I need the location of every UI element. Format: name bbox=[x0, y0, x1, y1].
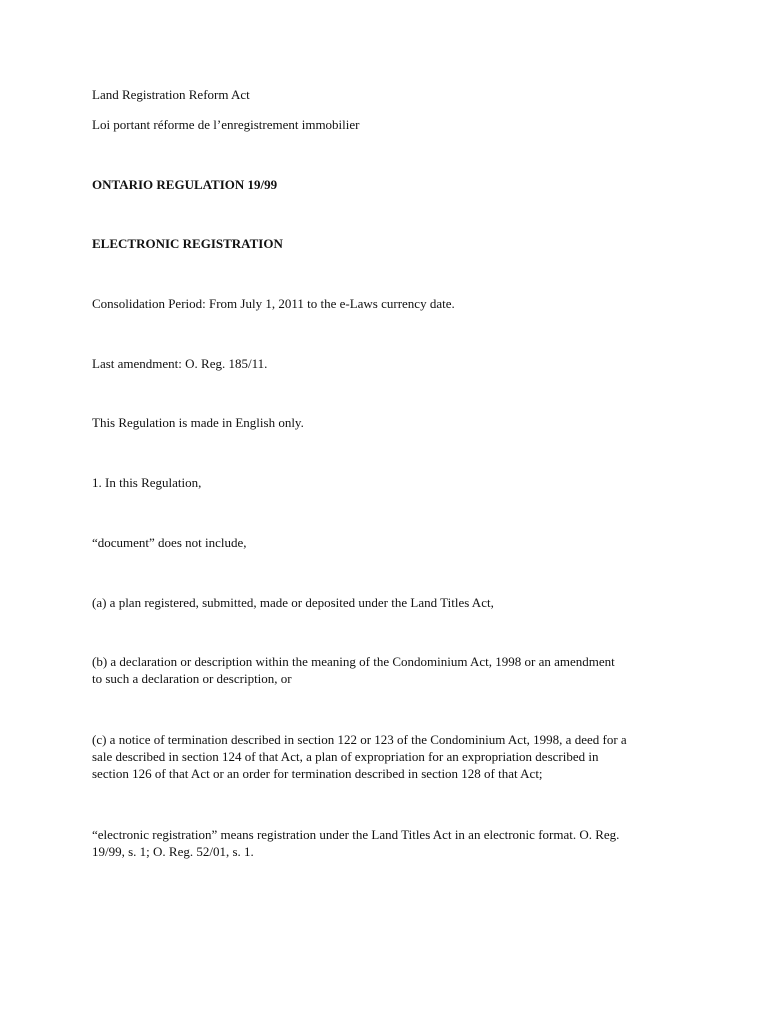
regulation-title: ELECTRONIC REGISTRATION bbox=[92, 236, 283, 251]
act-title-french: Loi portant réforme de l’enregistrement immobilier bbox=[92, 117, 360, 132]
clause-b-line-2: to such a declaration or description, or bbox=[92, 671, 292, 686]
clause-c-line-1: (c) a notice of termination described in section 122 or 123 of the Condominium Act, 1998, a deed for a bbox=[92, 732, 627, 747]
act-title-english: Land Registration Reform Act bbox=[92, 87, 250, 102]
language-note: This Regulation is made in English only. bbox=[92, 415, 304, 430]
clause-c-line-2: sale described in section 124 of that Act, a plan of expropriation for an expropriation described in bbox=[92, 749, 599, 764]
clause-b-line-1: (b) a declaration or description within the meaning of the Condominium Act, 1998 or an amendment bbox=[92, 654, 615, 669]
clause-c-line-3: section 126 of that Act or an order for termination described in section 128 of that Act; bbox=[92, 766, 543, 781]
regulation-number: ONTARIO REGULATION 19/99 bbox=[92, 177, 278, 192]
section-1-intro: 1. In this Regulation, bbox=[92, 475, 202, 490]
definition-electronic-line-1: “electronic registration” means registration under the Land Titles Act in an electronic format. O. Reg. bbox=[92, 827, 620, 842]
definition-electronic-line-2: 19/99, s. 1; O. Reg. 52/01, s. 1. bbox=[92, 844, 254, 859]
consolidation-period: Consolidation Period: From July 1, 2011 to the e-Laws currency date. bbox=[92, 296, 455, 311]
last-amendment: Last amendment: O. Reg. 185/11. bbox=[92, 356, 268, 371]
definition-document: “document” does not include, bbox=[92, 535, 247, 550]
clause-a: (a) a plan registered, submitted, made or deposited under the Land Titles Act, bbox=[92, 595, 494, 610]
